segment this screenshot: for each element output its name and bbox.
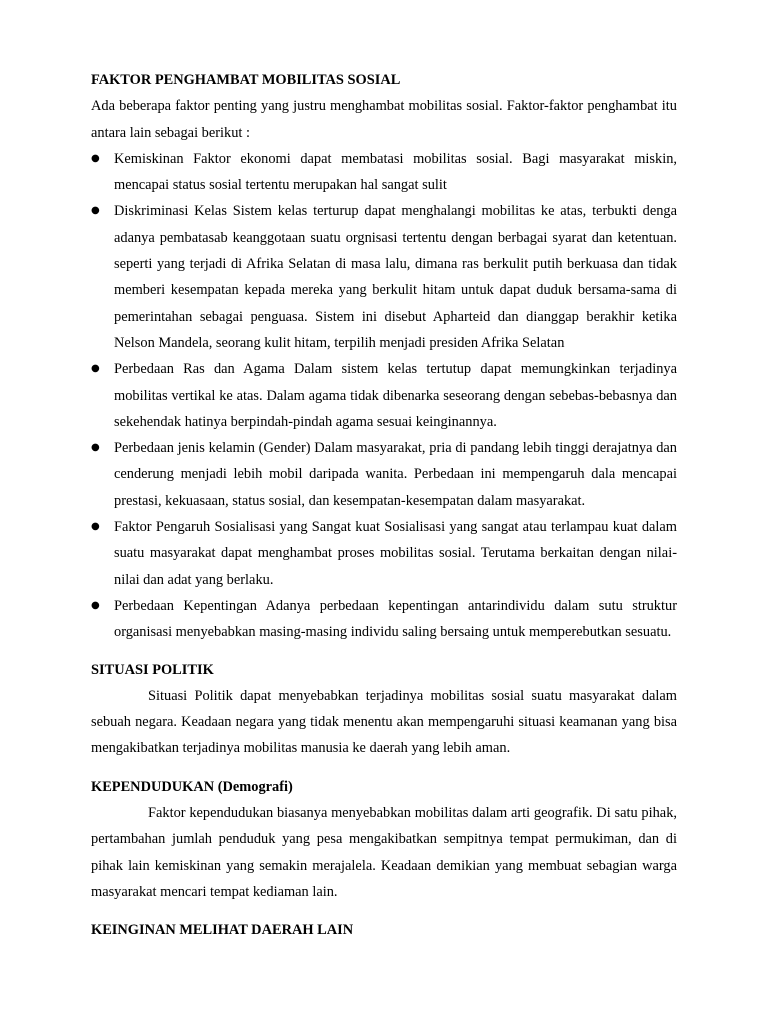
list-item <box>91 593 677 646</box>
list-item <box>91 514 677 593</box>
paragraph-intro: Ada beberapa faktor penting yang justru menghambat mobilitas sosial. Faktor-faktor penghambat itu antara lain sebagai berikut : <box>91 98 677 141</box>
paragraph-situasi-politik: Situasi Politik dapat menyebabkan terjadinya mobilitas sosial suatu masyarakat dalam sebuah negara. Keadaan negara yang tidak menentu akan mempengaruhi situasi keamanan yang bisa mengakibatkan terjadinya mobilitas manusia ke daerah yang lebih aman. <box>91 687 677 757</box>
bullet-icon: ● <box>91 521 100 533</box>
list-item <box>91 198 677 356</box>
list-item <box>91 356 677 435</box>
bullet-icon: ● <box>91 442 100 454</box>
heading-keinginan-melihat-daerah-lain: KEINGINAN MELIHAT DAERAH LAIN <box>91 922 354 939</box>
list-item-text: Faktor Pengaruh Sosialisasi yang Sangat kuat Sosialisasi yang sangat atau terlampau kuat dalam suatu masyarakat dapat menghambat proses mobilitas sosial. Terutama berkaitan dengan nilai-nilai dan adat yang berlaku. <box>114 519 677 588</box>
list-item-text: Perbedaan Kepentingan Adanya perbedaan kepentingan antarindividu dalam sutu struktur organisasi menyebabkan masing-masing individu saling bersaing untuk memperebutkan sesuatu. <box>114 597 677 641</box>
list-item-text: Perbedaan jenis kelamin (Gender) Dalam masyarakat, pria di pandang lebih tinggi derajatnya dan cenderung menjadi lebih mobil daripada wanita. Perbedaan ini mempengaruh dala mencapai prestasi, kekuasaan, status sosial, dan kesempatan-kesempatan dalam masyarakat. <box>114 440 677 509</box>
document-page <box>91 67 677 944</box>
bullet-icon: ● <box>91 599 100 611</box>
heading-faktor-penghambat: FAKTOR PENGHAMBAT MOBILITAS SOSIAL <box>91 72 401 88</box>
bullet-icon: ● <box>91 205 100 217</box>
heading-kependudukan: KEPENDUDUKAN (Demografi) <box>91 778 293 795</box>
section-spacer <box>91 762 677 774</box>
list-item-text: Diskriminasi Kelas Sistem kelas terturup dapat menghalangi mobilitas ke atas, terbukti denga adanya pembatasab keanggotaan suatu orgnisasi tertentu dengan berbagai syarat dan ketentuan. seperti yang terjadi di Afrika Selatan di masa lalu, dimana ras berkulit putih berkuasa dan tidak memberi kesempatan kepada mereka yang berkulit hitam untuk dapat duduk bersama-sama di pemerintahan sebagai penguasa. Sistem ini disebut Apharteid dan dianggap berakhir ketika Nelson Mandela, seorang kulit hitam, terpilih menjadi presiden Afrika Selatan <box>114 203 677 351</box>
section-spacer <box>91 905 677 917</box>
bullet-list-faktor <box>91 146 677 646</box>
list-item <box>91 435 677 514</box>
heading-situasi-politik: SITUASI POLITIK <box>91 661 214 678</box>
list-item-text: Perbedaan Ras dan Agama Dalam sistem kelas tertutup dapat memungkinkan terjadinya mobilitas vertikal ke atas. Dalam agama tidak dibenarka seseorang dengan sebebas-bebasnya dan sekehendak hatinya berpindah-pindah agama sesuai keinginannya. <box>114 361 677 430</box>
list-item-text: Kemiskinan Faktor ekonomi dapat membatasi mobilitas sosial. Bagi masyarakat miskin, mencapai status sosial tertentu merupakan hal sangat sulit <box>114 150 677 194</box>
section-spacer <box>91 646 677 657</box>
bullet-icon: ● <box>91 363 100 375</box>
paragraph-kependudukan: Faktor kependudukan biasanya menyebabkan mobilitas dalam arti geografik. Di satu pihak, pertambahan jumlah penduduk yang pesa mengakibatkan sempitnya tempat permukiman, dan di pihak lain kemiskinan yang semakin merajalela. Keadaan demikian yang membuat sebagian warga masyarakat mencari tempat kediaman lain. <box>91 805 677 900</box>
list-item <box>91 146 677 199</box>
bullet-icon: ● <box>91 152 100 164</box>
